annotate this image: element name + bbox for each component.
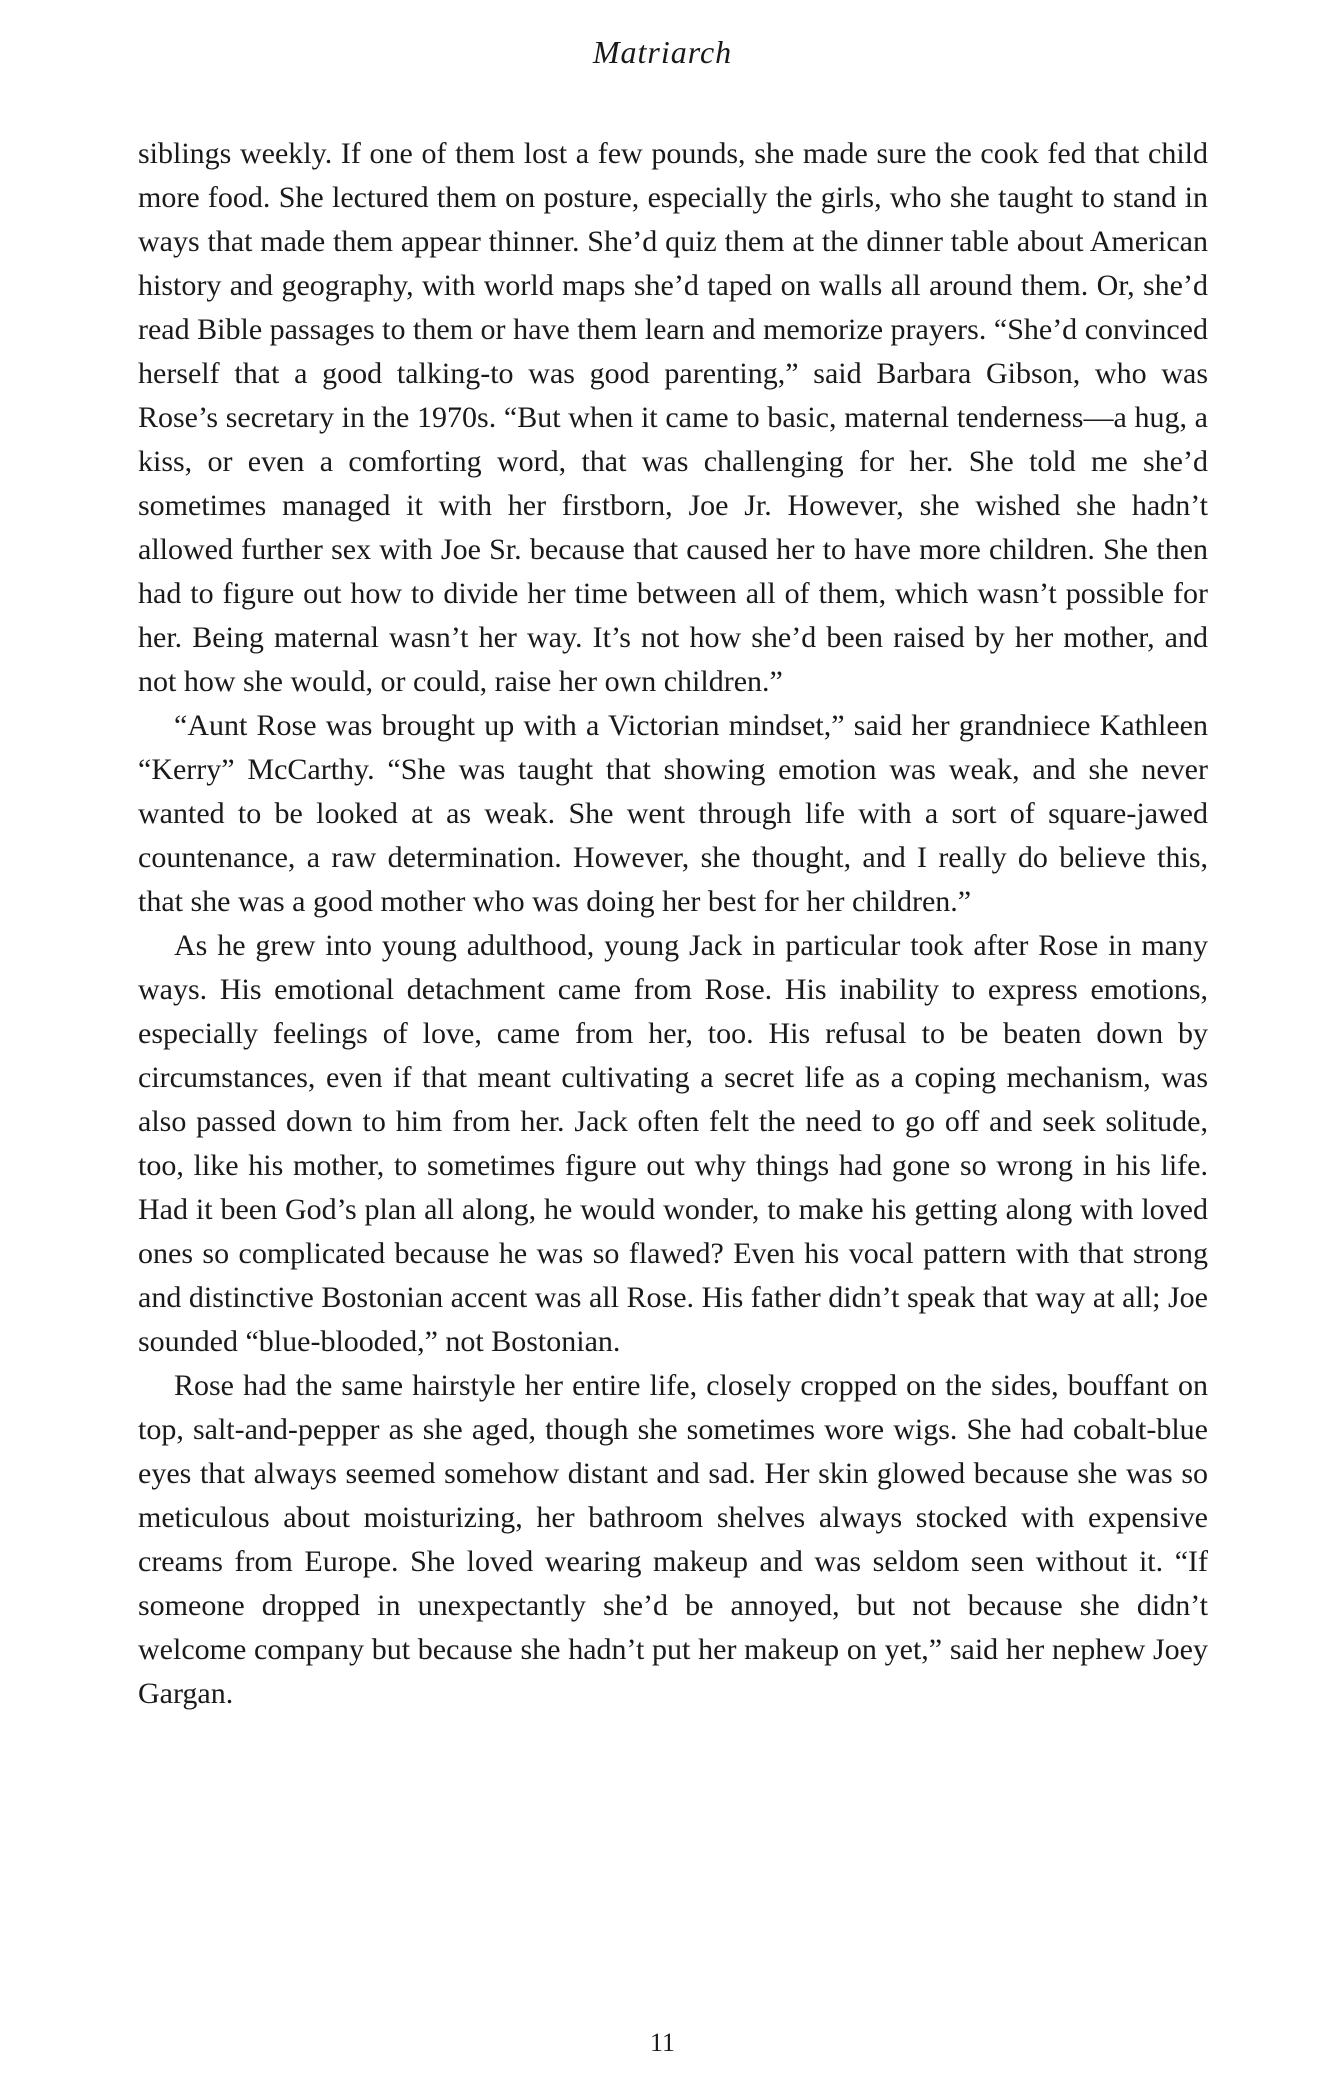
- paragraph: As he grew into young adulthood, young Jack in particular took after Rose in many ways. His emotional detachment came from Rose. His inability to express emotions, especially feelings of love, came from her, too. His refusal to be beaten down by circumstances, even if that meant cultivating a secret life as a coping mechanism, was also passed down to him from her. Jack often felt the need to go off and seek solitude, too, like his mother, to sometimes figure out why things had gone so wrong in his life. Had it been God’s plan all along, he would wonder, to make his getting along with loved ones so complicated because he was so flawed? Even his vocal pattern with that strong and distinctive Bostonian accent was all Rose. His father didn’t speak that way at all; Joe sounded “blue-blooded,” not Bostonian.: [138, 929, 1208, 1358]
- paragraph: “Aunt Rose was brought up with a Victorian mindset,” said her grandniece Kathleen “Kerry” McCarthy. “She was taught that showing emotion was weak, and she never wanted to be looked at as weak. She went through life with a sort of square-jawed countenance, a raw determination. However, she thought, and I really do believe this, that she was a good mother who was doing her best for her children.”: [138, 709, 1208, 918]
- paragraph: siblings weekly. If one of them lost a few pounds, she made sure the cook fed that child more food. She lectured them on posture, especially the girls, who she taught to stand in ways that made them appear thinner. She’d quiz them at the dinner table about American history and geography, with world maps she’d taped on walls all around them. Or, she’d read Bible passages to them or have them learn and memorize prayers. “She’d convinced herself that a good talking-to was good parenting,” said Barbara Gibson, who was Rose’s secretary in the 1970s. “But when it came to basic, maternal tenderness—a hug, a kiss, or even a comforting word, that was challenging for her. She told me she’d sometimes managed it with her firstborn, Joe Jr. However, she wished she hadn’t allowed further sex with Joe Sr. because that caused her to have more children. She then had to figure out how to divide her time between all of them, which wasn’t possible for her. Being maternal wasn’t her way. It’s not how she’d been raised by her mother, and not how she would, or could, raise her own children.”: [138, 137, 1208, 698]
- body-text: [138, 132, 1208, 1716]
- running-head: Matriarch: [592, 34, 733, 70]
- paragraph: Rose had the same hairstyle her entire life, closely cropped on the sides, bouffant on top, salt-and-pepper as she aged, though she sometimes wore wigs. She had cobalt-blue eyes that always seemed somehow distant and sad. Her skin glowed because she was so meticulous about moisturizing, her bathroom shelves always stocked with expensive creams from Europe. She loved wearing makeup and was seldom seen without it. “If someone dropped in unexpectantly she’d be annoyed, but not because she didn’t welcome company but because she hadn’t put her makeup on yet,” said her nephew Joey Gargan.: [138, 1369, 1208, 1710]
- page-number: 11: [649, 2028, 676, 2057]
